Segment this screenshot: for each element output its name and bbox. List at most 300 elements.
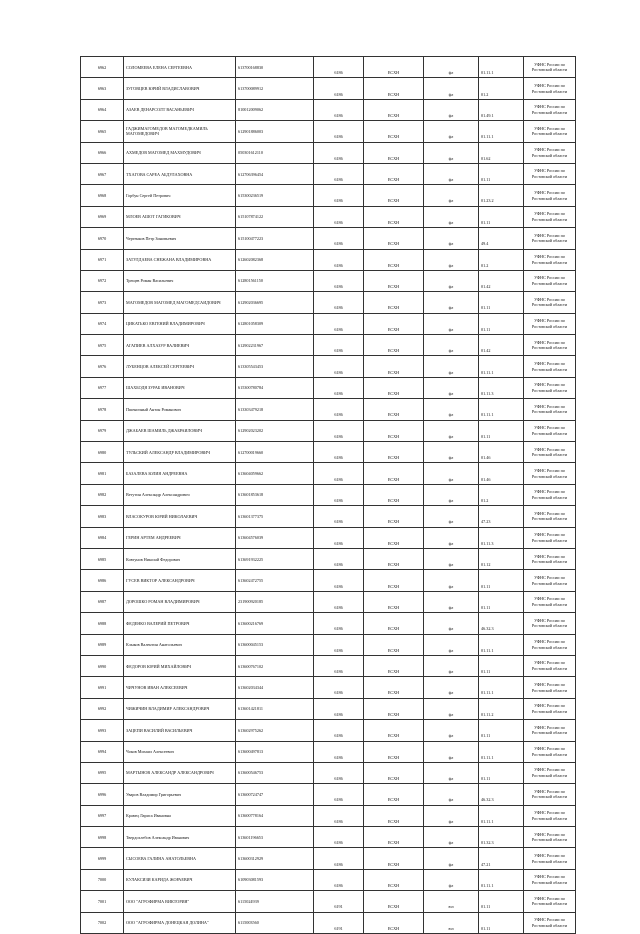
inn-cell: 612700019660 xyxy=(236,442,314,463)
table-row xyxy=(81,142,576,163)
row-number-cell: 6978 xyxy=(81,399,124,420)
row-number-cell: 7001 xyxy=(81,891,124,912)
tax-regime-cell: ЕСХН xyxy=(364,698,424,719)
table-row xyxy=(81,741,576,762)
row-number-cell: 6969 xyxy=(81,206,124,227)
entity-type-cell: фл xyxy=(424,121,479,142)
row-number-cell: 6971 xyxy=(81,249,124,270)
inn-cell: 050301612110 xyxy=(236,142,314,163)
tax-regime-cell: ЕСХН xyxy=(364,142,424,163)
authority-cell: УФНС России по Ростовской области xyxy=(524,442,576,463)
tax-regime-cell: ЕСХН xyxy=(364,784,424,805)
holder-name-cell: КУЛАКСИЗИ КАРИДА ЖОРАЕВИЧ xyxy=(124,869,236,890)
authority-cell: УФНС России по Ростовской области xyxy=(524,613,576,634)
inn-cell: 613600497813 xyxy=(236,741,314,762)
row-number-cell: 6965 xyxy=(81,121,124,142)
row-number-cell: 6999 xyxy=(81,848,124,869)
holder-name-cell: ДЖАБАЕВ ШАМИЛЬ ДЖАБРАИЛОВИЧ xyxy=(124,420,236,441)
table-row xyxy=(81,506,576,527)
table-row xyxy=(81,591,576,612)
holder-name-cell: ЗУГОВЦЕВ ЮРИЙ ВЛАДИСЛАВОВИЧ xyxy=(124,78,236,99)
inn-cell: 613303479218 xyxy=(236,399,314,420)
holder-name-cell: ГАДЖИМАГОМЕДОВ МАГОМЕДКАМИЛЬ МАГОМЕДОВИЧ xyxy=(124,121,236,142)
activity-code-cell: 01.11.1 xyxy=(479,634,524,655)
tax-office-code-cell: 6186 xyxy=(314,399,364,420)
holder-name-cell: АГАПИЕВ АЛХАЗУР ВАЛИЕВИЧ xyxy=(124,335,236,356)
tax-office-code-cell: 6186 xyxy=(314,848,364,869)
row-number-cell: 6989 xyxy=(81,634,124,655)
entity-type-cell: фл xyxy=(424,78,479,99)
activity-code-cell: 01.11 xyxy=(479,313,524,334)
tax-office-code-cell: 6186 xyxy=(314,335,364,356)
tax-office-code-cell: 6186 xyxy=(314,698,364,719)
holder-name-cell: ТУЛЬСКИЙ АЛЕКСАНДР ВЛАДИМИРОВИЧ xyxy=(124,442,236,463)
inn-cell: 613600778164 xyxy=(236,805,314,826)
entity-type-cell: фл xyxy=(424,99,479,120)
row-number-cell: 6995 xyxy=(81,762,124,783)
tax-regime-cell: ЕСХН xyxy=(364,506,424,527)
authority-cell: УФНС России по Ростовской области xyxy=(524,570,576,591)
tax-regime-cell: ЕСХН xyxy=(364,313,424,334)
tax-regime-cell: ЕСХН xyxy=(364,78,424,99)
entity-type-cell: фл xyxy=(424,206,479,227)
tax-regime-cell: ЕСХН xyxy=(364,292,424,313)
activity-code-cell: 01.11 xyxy=(479,912,524,933)
row-number-cell: 6962 xyxy=(81,57,124,78)
row-number-cell: 6970 xyxy=(81,228,124,249)
tax-office-code-cell: 6186 xyxy=(314,78,364,99)
tax-office-code-cell: 6186 xyxy=(314,270,364,291)
holder-name-cell: ДОРОШКО РОМАН ВЛАДИМИРОВИЧ xyxy=(124,591,236,612)
activity-code-cell: 01.23.2 xyxy=(479,185,524,206)
table-row xyxy=(81,57,576,78)
tax-office-code-cell: 6186 xyxy=(314,827,364,848)
entity-type-cell: фл xyxy=(424,570,479,591)
tax-office-code-cell: 6186 xyxy=(314,506,364,527)
authority-cell: УФНС России по Ростовской области xyxy=(524,313,576,334)
tax-office-code-cell: 6186 xyxy=(314,121,364,142)
tax-office-code-cell: 6186 xyxy=(314,570,364,591)
tax-regime-cell: ЕСХН xyxy=(364,206,424,227)
row-number-cell: 6985 xyxy=(81,548,124,569)
authority-cell: УФНС России по Ростовской области xyxy=(524,869,576,890)
table-row xyxy=(81,442,576,463)
activity-code-cell: 01.11.1 xyxy=(479,356,524,377)
tax-office-code-cell: 6186 xyxy=(314,655,364,676)
holder-name-cell: МАГОМЕДОВ МАГОМЕД МАГОМЕДСАИДОВИЧ xyxy=(124,292,236,313)
row-number-cell: 6991 xyxy=(81,677,124,698)
row-number-cell: 6997 xyxy=(81,805,124,826)
tax-office-code-cell: 6186 xyxy=(314,463,364,484)
activity-code-cell: 01.11 xyxy=(479,655,524,676)
inn-cell: 610903081593 xyxy=(236,869,314,890)
row-number-cell: 6972 xyxy=(81,270,124,291)
table-row xyxy=(81,527,576,548)
activity-code-cell: 01.11.2 xyxy=(479,698,524,719)
authority-cell: УФНС России по Ростовской области xyxy=(524,677,576,698)
activity-code-cell: 01.11 xyxy=(479,163,524,184)
row-number-cell: 6975 xyxy=(81,335,124,356)
tax-office-code-cell: 6186 xyxy=(314,356,364,377)
authority-cell: УФНС России по Ростовской области xyxy=(524,420,576,441)
entity-type-cell: фл xyxy=(424,720,479,741)
activity-code-cell: 01.2 xyxy=(479,484,524,505)
authority-cell: УФНС России по Ростовской области xyxy=(524,228,576,249)
activity-code-cell: 01.32.3 xyxy=(479,827,524,848)
row-number-cell: 6981 xyxy=(81,463,124,484)
row-number-cell: 6966 xyxy=(81,142,124,163)
inn-cell: 612706396454 xyxy=(236,163,314,184)
tax-regime-cell: ЕСХН xyxy=(364,270,424,291)
entity-type-cell: фл xyxy=(424,57,479,78)
authority-cell: УФНС России по Ростовской области xyxy=(524,762,576,783)
tax-regime-cell: ЕСХН xyxy=(364,356,424,377)
activity-code-cell: 01.46 xyxy=(479,463,524,484)
table-row xyxy=(81,613,576,634)
authority-cell: УФНС России по Ростовской области xyxy=(524,591,576,612)
activity-code-cell: 49.4 xyxy=(479,228,524,249)
tax-regime-cell: ЕСХН xyxy=(364,805,424,826)
activity-code-cell: 01.11 xyxy=(479,591,524,612)
tax-office-code-cell: 6186 xyxy=(314,869,364,890)
inn-cell: 613601421811 xyxy=(236,698,314,719)
activity-code-cell: 01.11.1 xyxy=(479,741,524,762)
tax-regime-cell: ЕСХН xyxy=(364,484,424,505)
table-row xyxy=(81,848,576,869)
tax-office-code-cell: 6186 xyxy=(314,377,364,398)
activity-code-cell: 01.11.1 xyxy=(479,57,524,78)
entity-type-cell: фл xyxy=(424,805,479,826)
entity-type-cell: фл xyxy=(424,762,479,783)
entity-type-cell: фл xyxy=(424,698,479,719)
entity-type-cell: фл xyxy=(424,163,479,184)
authority-cell: УФНС России по Ростовской области xyxy=(524,848,576,869)
tax-office-code-cell: 6186 xyxy=(314,420,364,441)
entity-type-cell: фл xyxy=(424,399,479,420)
authority-cell: УФНС России по Ростовской области xyxy=(524,634,576,655)
row-number-cell: 6968 xyxy=(81,185,124,206)
inn-cell: 615300780784 xyxy=(236,377,314,398)
table-row xyxy=(81,356,576,377)
authority-cell: УФНС России по Ростовской области xyxy=(524,377,576,398)
tax-office-code-cell: 6186 xyxy=(314,163,364,184)
activity-code-cell: 01.11.1 xyxy=(479,677,524,698)
table-row xyxy=(81,292,576,313)
activity-code-cell: 46.32.3 xyxy=(479,784,524,805)
tax-office-code-cell: 6186 xyxy=(314,185,364,206)
tax-office-code-cell: 6186 xyxy=(314,720,364,741)
holder-name-cell: ТХАГОВА САРЕА АБДУЛАХОВНА xyxy=(124,163,236,184)
activity-code-cell: 01.42 xyxy=(479,270,524,291)
authority-cell: УФНС России по Ростовской области xyxy=(524,121,576,142)
activity-code-cell: 01.11.3 xyxy=(479,527,524,548)
table-row xyxy=(81,698,576,719)
entity-type-cell: фл xyxy=(424,313,479,334)
entity-type-cell: фл xyxy=(424,527,479,548)
table-row xyxy=(81,912,576,933)
authority-cell: УФНС России по Ростовской области xyxy=(524,270,576,291)
authority-cell: УФНС России по Ростовской области xyxy=(524,527,576,548)
holder-name-cell: Пшеничный Антон Романович xyxy=(124,399,236,420)
tax-office-code-cell: 6186 xyxy=(314,677,364,698)
holder-name-cell: ЗАТУЛДАЕВА СНЕЖАНА ВЛАДИМИРОВНА xyxy=(124,249,236,270)
activity-code-cell: 47.23 xyxy=(479,506,524,527)
entity-type-cell: фл xyxy=(424,591,479,612)
tax-regime-cell: ЕСХН xyxy=(364,185,424,206)
tax-regime-cell: ЕСХН xyxy=(364,655,424,676)
inn-cell: 613600045153 xyxy=(236,634,314,655)
inn-cell: 231900920185 xyxy=(236,591,314,612)
holder-name-cell: ООО "АГРОФИРМА ВИКТОРИЯ" xyxy=(124,891,236,912)
tax-office-code-cell: 6186 xyxy=(314,142,364,163)
inn-cell: 615107874122 xyxy=(236,206,314,227)
entity-type-cell: фл xyxy=(424,377,479,398)
row-number-cell: 6996 xyxy=(81,784,124,805)
holder-name-cell: ГУСЕВ ВИКТОР АЛЕКСАНДРОВИЧ xyxy=(124,570,236,591)
tax-office-code-cell: 6186 xyxy=(314,741,364,762)
authority-cell: УФНС России по Ростовской области xyxy=(524,805,576,826)
row-number-cell: 6983 xyxy=(81,506,124,527)
tax-office-code-cell: 6186 xyxy=(314,762,364,783)
holder-name-cell: ЧИЧУНОВ ИВАН АЛЕКСЕЕВИЧ xyxy=(124,677,236,698)
inn-cell: 615100477223 xyxy=(236,228,314,249)
entity-type-cell: юл xyxy=(424,912,479,933)
inn-cell: 613601853618 xyxy=(236,484,314,505)
tax-office-code-cell: 6186 xyxy=(314,805,364,826)
holder-name-cell: Уваров Владимир Григорьевич xyxy=(124,784,236,805)
table-row xyxy=(81,548,576,569)
table-row xyxy=(81,99,576,120)
entity-type-cell: фл xyxy=(424,848,479,869)
tax-regime-cell: ЕСХН xyxy=(364,527,424,548)
tax-office-code-cell: 6186 xyxy=(314,484,364,505)
authority-cell: УФНС России по Ростовской области xyxy=(524,655,576,676)
inn-cell: 612902023202 xyxy=(236,420,314,441)
activity-code-cell: 01.11 xyxy=(479,570,524,591)
activity-code-cell: 01.49.1 xyxy=(479,99,524,120)
inn-cell: 612801561150 xyxy=(236,270,314,291)
inn-cell: 613600216769 xyxy=(236,613,314,634)
table-row xyxy=(81,228,576,249)
holder-name-cell: ЛУБЕНЦОВ АЛЕКСЕЙ СЕРГЕЕВИЧ xyxy=(124,356,236,377)
activity-code-cell: 01.42 xyxy=(479,335,524,356)
inn-cell: 613305543453 xyxy=(236,356,314,377)
row-number-cell: 6976 xyxy=(81,356,124,377)
inn-cell: 612901886003 xyxy=(236,121,314,142)
entity-type-cell: фл xyxy=(424,249,479,270)
inn-cell: 612801058309 xyxy=(236,313,314,334)
row-number-cell: 6993 xyxy=(81,720,124,741)
holder-name-cell: Трещев Роман Васильевич xyxy=(124,270,236,291)
holder-name-cell: Ветутин Александр Александрович xyxy=(124,484,236,505)
row-number-cell: 6984 xyxy=(81,527,124,548)
authority-cell: УФНС России по Ростовской области xyxy=(524,784,576,805)
tax-regime-cell: ЕСХН xyxy=(364,228,424,249)
table-row xyxy=(81,827,576,848)
table-row xyxy=(81,78,576,99)
registry-rows xyxy=(81,57,576,934)
entity-type-cell: фл xyxy=(424,228,479,249)
tax-office-code-cell: 6186 xyxy=(314,591,364,612)
holder-name-cell: МАРТЫНОВ АЛЕКСАНДР АЛЕКСАНДРОВИЧ xyxy=(124,762,236,783)
row-number-cell: 7000 xyxy=(81,869,124,890)
inn-cell: 613691932225 xyxy=(236,548,314,569)
row-number-cell: 7002 xyxy=(81,912,124,933)
entity-type-cell: фл xyxy=(424,613,479,634)
tax-regime-cell: ЕСХН xyxy=(364,741,424,762)
holder-name-cell: МЛОЕВ АШОТ ГАГИКОВИЧ xyxy=(124,206,236,227)
authority-cell: УФНС России по Ростовской области xyxy=(524,891,576,912)
tax-office-code-cell: 6186 xyxy=(314,527,364,548)
tax-office-code-cell: 6186 xyxy=(314,292,364,313)
authority-cell: УФНС России по Ростовской области xyxy=(524,698,576,719)
authority-cell: УФНС России по Ростовской области xyxy=(524,912,576,933)
row-number-cell: 6987 xyxy=(81,591,124,612)
holder-name-cell: ЧИЖИЧИН ВЛАДИМИР АЛЕКСАНДРОВИЧ xyxy=(124,698,236,719)
activity-code-cell: 01.11 xyxy=(479,206,524,227)
authority-cell: УФНС России по Ростовской области xyxy=(524,292,576,313)
activity-code-cell: 01.11 xyxy=(479,292,524,313)
tax-office-code-cell: 6186 xyxy=(314,784,364,805)
entity-type-cell: фл xyxy=(424,484,479,505)
entity-type-cell: фл xyxy=(424,655,479,676)
holder-name-cell: Клыков Валентин Анатольевич xyxy=(124,634,236,655)
row-number-cell: 6963 xyxy=(81,78,124,99)
table-row xyxy=(81,377,576,398)
tax-regime-cell: ЕСХН xyxy=(364,848,424,869)
inn-cell: 810012009062 xyxy=(236,99,314,120)
row-number-cell: 6990 xyxy=(81,655,124,676)
entity-type-cell: фл xyxy=(424,741,479,762)
authority-cell: УФНС России по Ростовской области xyxy=(524,827,576,848)
tax-regime-cell: ЕСХН xyxy=(364,121,424,142)
inn-cell: 613600546753 xyxy=(236,762,314,783)
activity-code-cell: 01.11 xyxy=(479,420,524,441)
authority-cell: УФНС России по Ростовской области xyxy=(524,78,576,99)
registry-table xyxy=(80,56,576,934)
holder-name-cell: ШАХБОДЯ ЗУРАБ ИВАНОВИЧ xyxy=(124,377,236,398)
inn-cell: 613700089912 xyxy=(236,78,314,99)
inn-cell: 613601377375 xyxy=(236,506,314,527)
tax-regime-cell: ЕСХН xyxy=(364,442,424,463)
tax-regime-cell: ЕСХН xyxy=(364,377,424,398)
registry-sheet xyxy=(80,56,575,934)
tax-office-code-cell: 6186 xyxy=(314,99,364,120)
entity-type-cell: фл xyxy=(424,506,479,527)
authority-cell: УФНС России по Ростовской области xyxy=(524,741,576,762)
table-row xyxy=(81,655,576,676)
entity-type-cell: фл xyxy=(424,827,479,848)
activity-code-cell: 01.11.1 xyxy=(479,869,524,890)
inn-cell: 612902231967 xyxy=(236,335,314,356)
authority-cell: УФНС России по Ростовской области xyxy=(524,99,576,120)
table-row xyxy=(81,163,576,184)
tax-regime-cell: ЕСХН xyxy=(364,420,424,441)
tax-regime-cell: ЕСХН xyxy=(364,869,424,890)
tax-office-code-cell: 6191 xyxy=(314,891,364,912)
inn-cell: 612602082368 xyxy=(236,249,314,270)
holder-name-cell: Чертенков Петр Зиновьевич xyxy=(124,228,236,249)
activity-code-cell: 01.11 xyxy=(479,762,524,783)
activity-code-cell: 01.11.1 xyxy=(479,121,524,142)
table-row xyxy=(81,335,576,356)
entity-type-cell: фл xyxy=(424,335,479,356)
tax-regime-cell: ЕСХН xyxy=(364,720,424,741)
row-number-cell: 6986 xyxy=(81,570,124,591)
tax-office-code-cell: 6186 xyxy=(314,442,364,463)
table-row xyxy=(81,720,576,741)
activity-code-cell: 01.11 xyxy=(479,720,524,741)
table-row xyxy=(81,463,576,484)
table-row xyxy=(81,420,576,441)
inn-cell: 613604059662 xyxy=(236,463,314,484)
holder-name-cell: БАЗАЛЕВА ЮЛИЯ АНДРЕЕВНА xyxy=(124,463,236,484)
tax-regime-cell: ЕСХН xyxy=(364,463,424,484)
activity-code-cell: 47.21 xyxy=(479,848,524,869)
holder-name-cell: СОЛОМЕЕВА ЕЛЕНА СЕРГЕЕВНА xyxy=(124,57,236,78)
holder-name-cell: ООО "АГРОФИРМА ДОНЕЦКАЯ ДОЛИНА" xyxy=(124,912,236,933)
table-row xyxy=(81,185,576,206)
holder-name-cell: СЫСОЕВА ГАЛИНА АНАТОЛЬЕВНА xyxy=(124,848,236,869)
row-number-cell: 6988 xyxy=(81,613,124,634)
authority-cell: УФНС России по Ростовской области xyxy=(524,163,576,184)
table-row xyxy=(81,805,576,826)
holder-name-cell: АХМЕДОВ МАГОМЕД МАХМУДОВИЧ xyxy=(124,142,236,163)
tax-regime-cell: ЕСХН xyxy=(364,570,424,591)
authority-cell: УФНС России по Ростовской области xyxy=(524,335,576,356)
table-row xyxy=(81,762,576,783)
inn-cell: 613602975262 xyxy=(236,720,314,741)
activity-code-cell: 01.2 xyxy=(479,249,524,270)
authority-cell: УФНС России по Ростовской области xyxy=(524,249,576,270)
row-number-cell: 6992 xyxy=(81,698,124,719)
tax-regime-cell: ЕСХН xyxy=(364,891,424,912)
activity-code-cell: 01.12 xyxy=(479,548,524,569)
authority-cell: УФНС России по Ростовской области xyxy=(524,506,576,527)
entity-type-cell: фл xyxy=(424,463,479,484)
entity-type-cell: фл xyxy=(424,548,479,569)
authority-cell: УФНС России по Ростовской области xyxy=(524,463,576,484)
row-number-cell: 6982 xyxy=(81,484,124,505)
activity-code-cell: 01.11 xyxy=(479,891,524,912)
row-number-cell: 6974 xyxy=(81,313,124,334)
inn-cell: 613600767102 xyxy=(236,655,314,676)
tax-office-code-cell: 6186 xyxy=(314,249,364,270)
holder-name-cell: ФЕДЕНКО ВАЛЕРИЙ ПЕТРОВИЧ xyxy=(124,613,236,634)
holder-name-cell: Ковтунов Николай Федорович xyxy=(124,548,236,569)
tax-regime-cell: ЕСХН xyxy=(364,613,424,634)
tax-office-code-cell: 6186 xyxy=(314,228,364,249)
activity-code-cell: 01.11.1 xyxy=(479,399,524,420)
tax-regime-cell: ЕСХН xyxy=(364,163,424,184)
tax-regime-cell: ЕСХН xyxy=(364,548,424,569)
tax-regime-cell: ЕСХН xyxy=(364,399,424,420)
table-row xyxy=(81,399,576,420)
row-number-cell: 6979 xyxy=(81,420,124,441)
inn-cell: 6115024939 xyxy=(236,891,314,912)
table-row xyxy=(81,784,576,805)
inn-cell: 6115003560 xyxy=(236,912,314,933)
row-number-cell: 6998 xyxy=(81,827,124,848)
authority-cell: УФНС России по Ростовской области xyxy=(524,356,576,377)
table-row xyxy=(81,634,576,655)
row-number-cell: 6973 xyxy=(81,292,124,313)
authority-cell: УФНС России по Ростовской области xyxy=(524,142,576,163)
table-row xyxy=(81,270,576,291)
authority-cell: УФНС России по Ростовской области xyxy=(524,185,576,206)
table-row xyxy=(81,869,576,890)
table-row xyxy=(81,570,576,591)
